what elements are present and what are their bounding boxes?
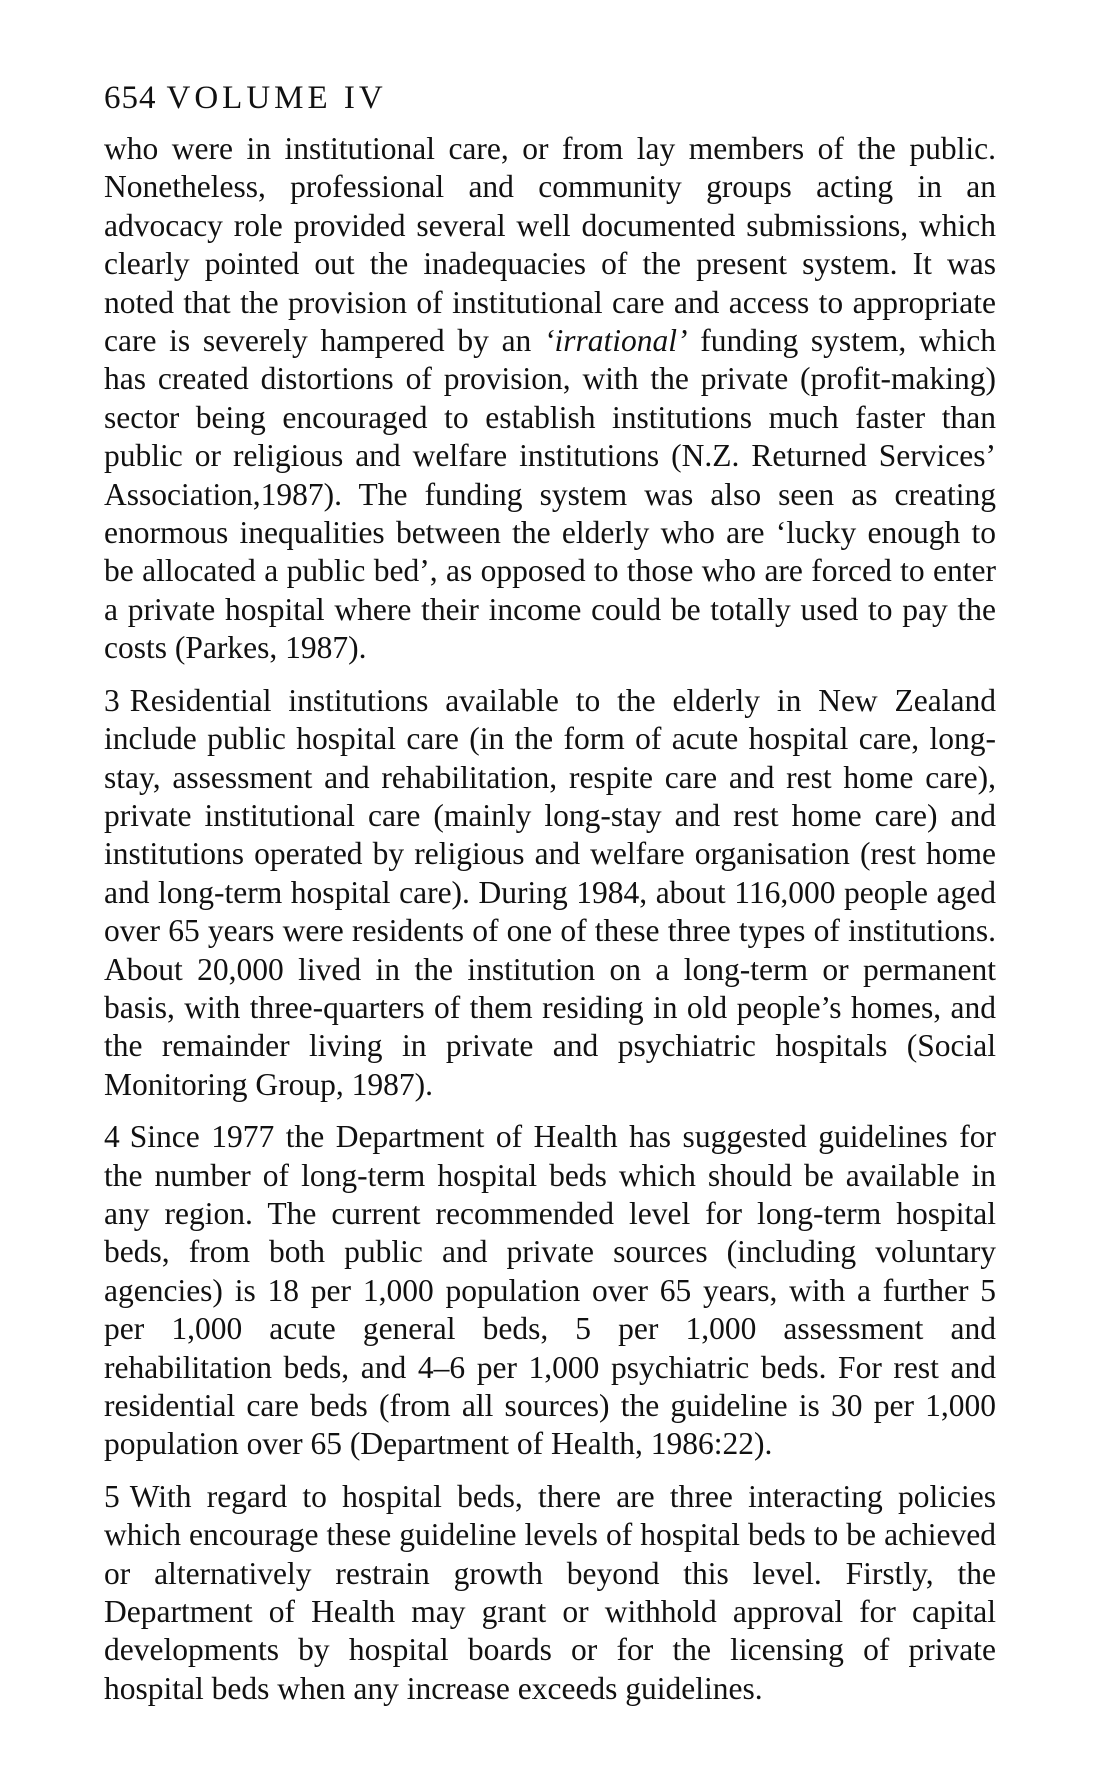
note-text: Residential institutions available to the elderly in New Zealand include public hospital care (in the form of acute hospital care, long-stay, assessment and rehabilitation, respite care and rest home care), private institutional care (mainly long-stay and rest home care) and institutions operated by religious and welfare organisation (rest home and long-term hospital care). During 1984, about 116,000 people aged over 65 years were residents of one of these three types of institutions. About 20,000 lived in the institution on a long-term or permanent basis, with three-quarters of them residing in old people’s homes, and the remainder living in private and psychiatric hospitals (Social Monitoring Group, 1987). <box>104 682 996 1102</box>
note-text: Since 1977 the Department of Health has suggested guidelines for the number of long-term hospital beds which should be available in any region. The current recommended level for long-term hospital beds, from both public and private sources (including voluntary agencies) is 18 per 1,000 population over 65 years, with a further 5 per 1,000 acute general beds, 5 per 1,000 assessment and rehabilitation beds, and 4–6 per 1,000 psychiatric beds. For rest and residential care beds (from all sources) the guideline is 30 per 1,000 population over 65 (Department of Health, 1986:22). <box>104 1119 996 1462</box>
volume-title: VOLUME IV <box>166 80 387 116</box>
note-5 <box>104 1478 996 1708</box>
note-3 <box>104 682 996 1104</box>
paragraph-text: funding system, which has created distortions of provision, with the private (profit-making) sector being encouraged to establish institutions much faster than public or religious and welfare institutions (N.Z. Returned Services’ Association,1987). The funding system was also seen as creating enormous inequalities between the elderly who are ‘lucky enough to be allocated a public bed’, as opposed to those who are forced to enter a private hospital where their income could be totally used to pay the costs (Parkes, 1987). <box>104 323 996 666</box>
note-number: 3 <box>104 682 120 718</box>
paragraph-text: who were in institutional care, or from lay members of the public. Nonetheless, professional and community groups acting in an advocacy role provided several well documented submissions, which clearly pointed out the inadequacies of the present system. It was noted that the provision of institutional care and access to appropriate care is severely hampered by an <box>104 131 996 359</box>
running-head <box>104 78 996 118</box>
note-number: 4 <box>104 1119 120 1155</box>
page-number: 654 <box>104 80 157 116</box>
note-text: With regard to hospital beds, there are three interacting policies which encourage these guideline levels of hospital beds to be achieved or alternatively restrain growth beyond this level. Firstly, the Department of Health may grant or withhold approval for capital developments by hospital boards or for the licensing of private hospital beds when any increase exceeds guidelines. <box>104 1478 996 1706</box>
paragraph-continued <box>104 130 996 668</box>
italic-term: ‘irrational’ <box>544 323 688 359</box>
book-page <box>104 78 996 1722</box>
note-4 <box>104 1118 996 1464</box>
note-number: 5 <box>104 1478 120 1514</box>
